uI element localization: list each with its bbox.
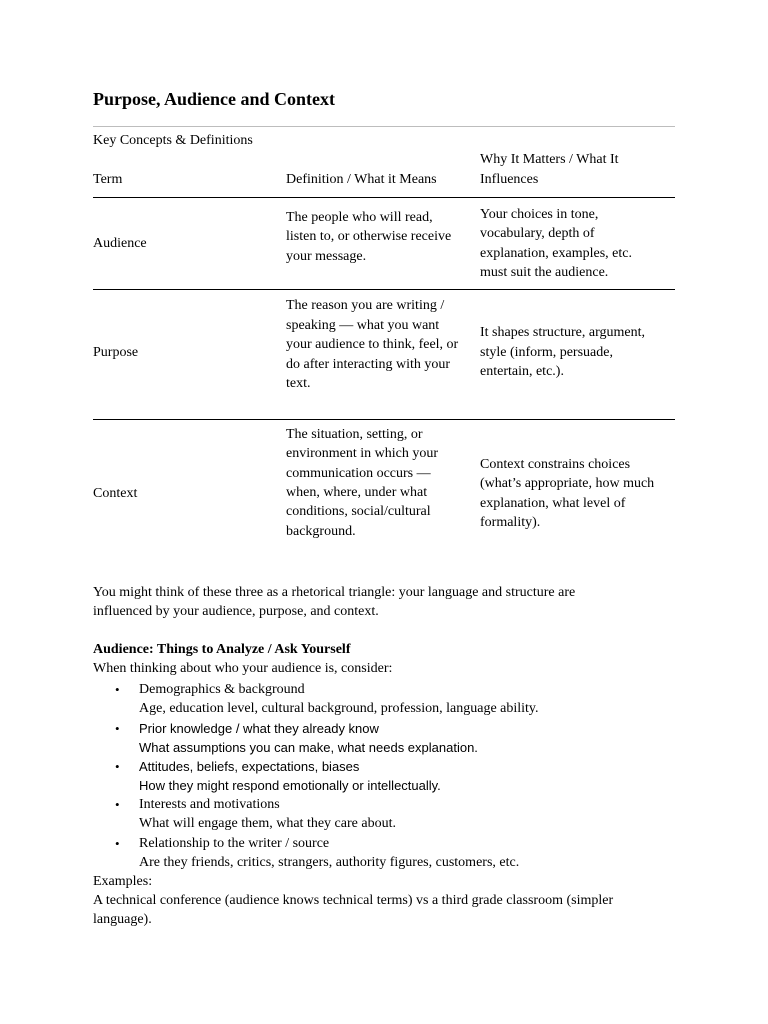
why-line: vocabulary, depth of	[480, 226, 595, 242]
definition-line: your audience to think, feel, or	[286, 337, 459, 353]
list-item	[93, 795, 675, 833]
list-item	[93, 680, 675, 718]
definition-line: background.	[286, 523, 356, 539]
audience-bullet-list	[93, 680, 675, 872]
header-why-line1: Why It Matters / What It	[480, 152, 619, 167]
row-term-text: Purpose	[93, 344, 139, 360]
list-item	[93, 834, 675, 872]
definition-line: your message.	[286, 248, 367, 264]
examples-label: Examples:	[93, 874, 153, 889]
title-divider	[93, 126, 675, 127]
row-term-text: Context	[93, 485, 138, 501]
definition-line: communication occurs —	[286, 465, 431, 481]
definition-line: text.	[286, 376, 311, 392]
list-item-desc: What assumptions you can make, what needs explanation.	[139, 740, 478, 755]
example-line: language).	[93, 912, 152, 927]
why-line: entertain, etc.).	[480, 364, 564, 380]
header-definition: Definition / What it Means	[286, 172, 437, 187]
audience-lead: When thinking about who your audience is, consider:	[93, 661, 393, 676]
row-term	[93, 198, 283, 289]
list-item-desc: What will engage them, what they care about.	[139, 816, 396, 831]
row-definition	[286, 290, 478, 400]
header-term: Term	[93, 172, 123, 187]
row-why	[480, 420, 676, 567]
definition-line: The reason you are writing /	[286, 298, 445, 314]
example-line: A technical conference (audience knows technical terms) vs a third grade classroom (simpler	[93, 893, 614, 908]
list-item	[93, 719, 675, 757]
bullet-icon: •	[115, 759, 120, 774]
list-item-desc: Are they friends, critics, strangers, authority figures, customers, etc.	[139, 855, 520, 870]
row-why	[480, 198, 676, 289]
definition-line: The people who will read,	[286, 209, 433, 225]
list-item	[93, 757, 675, 795]
row-definition	[286, 420, 478, 546]
why-line: formality).	[480, 514, 541, 530]
table-caption: Key Concepts & Definitions	[93, 133, 253, 148]
why-line: must suit the audience.	[480, 264, 609, 280]
list-item-title: Attitudes, beliefs, expectations, biases	[139, 759, 360, 774]
why-line: Your choices in tone,	[480, 206, 599, 222]
list-item-title: Relationship to the writer / source	[139, 836, 330, 851]
audience-heading: Audience: Things to Analyze / Ask Yourself	[93, 642, 351, 657]
definition-line: when, where, under what	[286, 485, 428, 500]
why-line: (what’s appropriate, how much	[480, 476, 655, 492]
why-line: It shapes structure, argument,	[480, 325, 645, 341]
bullet-icon: •	[115, 721, 120, 736]
list-item-title: Prior knowledge / what they already know	[139, 721, 379, 736]
table-row-context	[93, 420, 675, 570]
list-item-title: Interests and motivations	[139, 797, 280, 812]
bullet-icon: •	[115, 797, 120, 812]
bullet-icon: •	[115, 836, 120, 851]
row-definition	[286, 198, 478, 276]
definition-line: listen to, or otherwise receive	[286, 229, 452, 245]
definition-line: environment in which your	[286, 446, 439, 462]
definition-line: The situation, setting, or	[286, 426, 423, 442]
header-why-line2: Influences	[480, 172, 539, 187]
intro-paragraph-line: You might think of these three as a rhetorical triangle: your language and structure are	[93, 585, 576, 600]
why-line: Context constrains choices	[480, 456, 631, 472]
bullet-icon: •	[115, 682, 120, 697]
table-row-purpose	[93, 290, 675, 419]
list-item-desc: Age, education level, cultural background, profession, language ability.	[139, 701, 539, 716]
why-line: explanation, examples, etc.	[480, 245, 632, 261]
list-item-desc: How they might respond emotionally or intellectually.	[139, 778, 441, 793]
row-term-text: Audience	[93, 235, 147, 251]
row-term	[93, 420, 283, 567]
page-title: Purpose, Audience and Context	[93, 89, 336, 109]
table-row-audience	[93, 198, 675, 289]
row-term	[93, 290, 283, 415]
list-item-title: Demographics & background	[139, 682, 305, 697]
intro-paragraph-line: influenced by your audience, purpose, and context.	[93, 604, 379, 619]
definition-line: do after interacting with your	[286, 356, 451, 372]
definition-line: speaking — what you want	[286, 317, 440, 333]
why-line: style (inform, persuade,	[480, 344, 613, 360]
row-why	[480, 290, 676, 415]
definition-line: conditions, social/cultural	[286, 504, 431, 520]
why-line: explanation, what level of	[480, 495, 626, 511]
